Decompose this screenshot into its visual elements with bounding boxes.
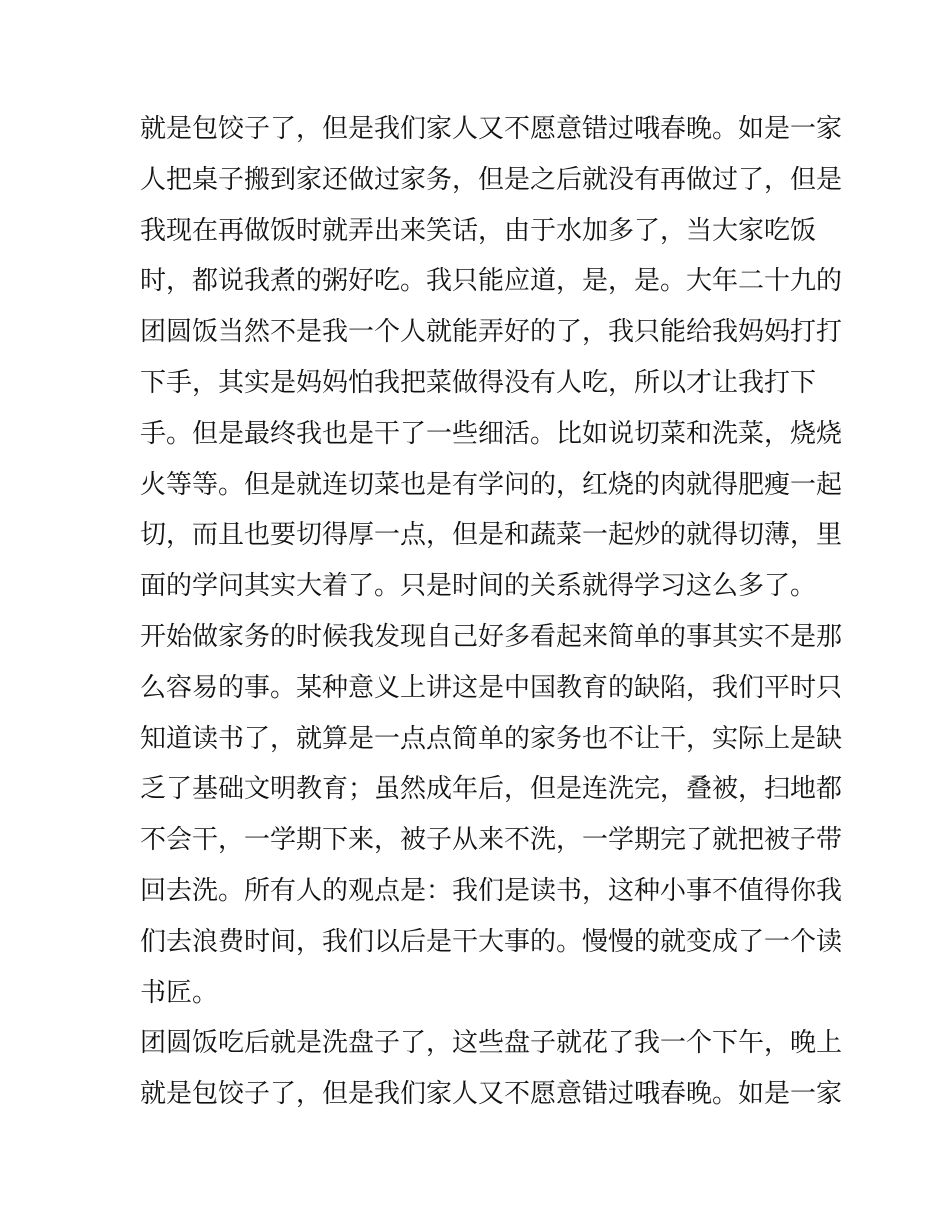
text-line: 乏了基础文明教育；虽然成年后，但是连洗完，叠被，扫地都 xyxy=(140,774,843,805)
text-line: 手。但是最终我也是干了一些细活。比如说切菜和洗菜，烧烧 xyxy=(140,418,843,449)
text-line: 火等等。但是就连切菜也是有学问的，红烧的肉就得肥瘦一起 xyxy=(140,469,843,500)
text-line: 们去浪费时间，我们以后是干大事的。慢慢的就变成了一个读 xyxy=(140,926,843,957)
text-line: 知道读书了，就算是一点点简单的家务也不让干，实际上是缺 xyxy=(140,723,843,754)
text-line: 开始做家务的时候我发现自己好多看起来简单的事其实不是那 xyxy=(140,621,843,652)
text-line: 面的学问其实大着了。只是时间的关系就得学习这么多了。 xyxy=(140,571,817,602)
text-line: 不会干，一学期下来，被子从来不洗，一学期完了就把被子带 xyxy=(140,825,843,856)
text-line: 团圆饭当然不是我一个人就能弄好的了，我只能给我妈妈打打 xyxy=(140,317,843,348)
text-line: 书匠。 xyxy=(140,977,219,1008)
body-text xyxy=(140,104,843,1120)
text-line: 切，而且也要切得厚一点，但是和蔬菜一起炒的就得切薄，里 xyxy=(140,520,843,551)
text-line: 么容易的事。某种意义上讲这是中国教育的缺陷，我们平时只 xyxy=(140,672,843,703)
text-line: 时，都说我煮的粥好吃。我只能应道，是，是。大年二十九的 xyxy=(140,266,843,297)
text-line: 我现在再做饭时就弄出来笑话，由于水加多了，当大家吃饭 xyxy=(140,215,817,246)
text-line: 回去洗。所有人的观点是：我们是读书，这种小事不值得你我 xyxy=(140,875,843,906)
text-line: 下手，其实是妈妈怕我把菜做得没有人吃，所以才让我打下 xyxy=(140,367,817,398)
text-line: 人把桌子搬到家还做过家务，但是之后就没有再做过了，但是 xyxy=(140,164,843,195)
text-line: 就是包饺子了，但是我们家人又不愿意错过哦春晚。如是一家 xyxy=(140,114,843,144)
text-line: 团圆饭吃后就是洗盘子了，这些盘子就花了我一个下午，晚上 xyxy=(140,1028,843,1059)
text-line: 就是包饺子了，但是我们家人又不愿意错过哦春晚。如是一家 xyxy=(140,1079,843,1110)
